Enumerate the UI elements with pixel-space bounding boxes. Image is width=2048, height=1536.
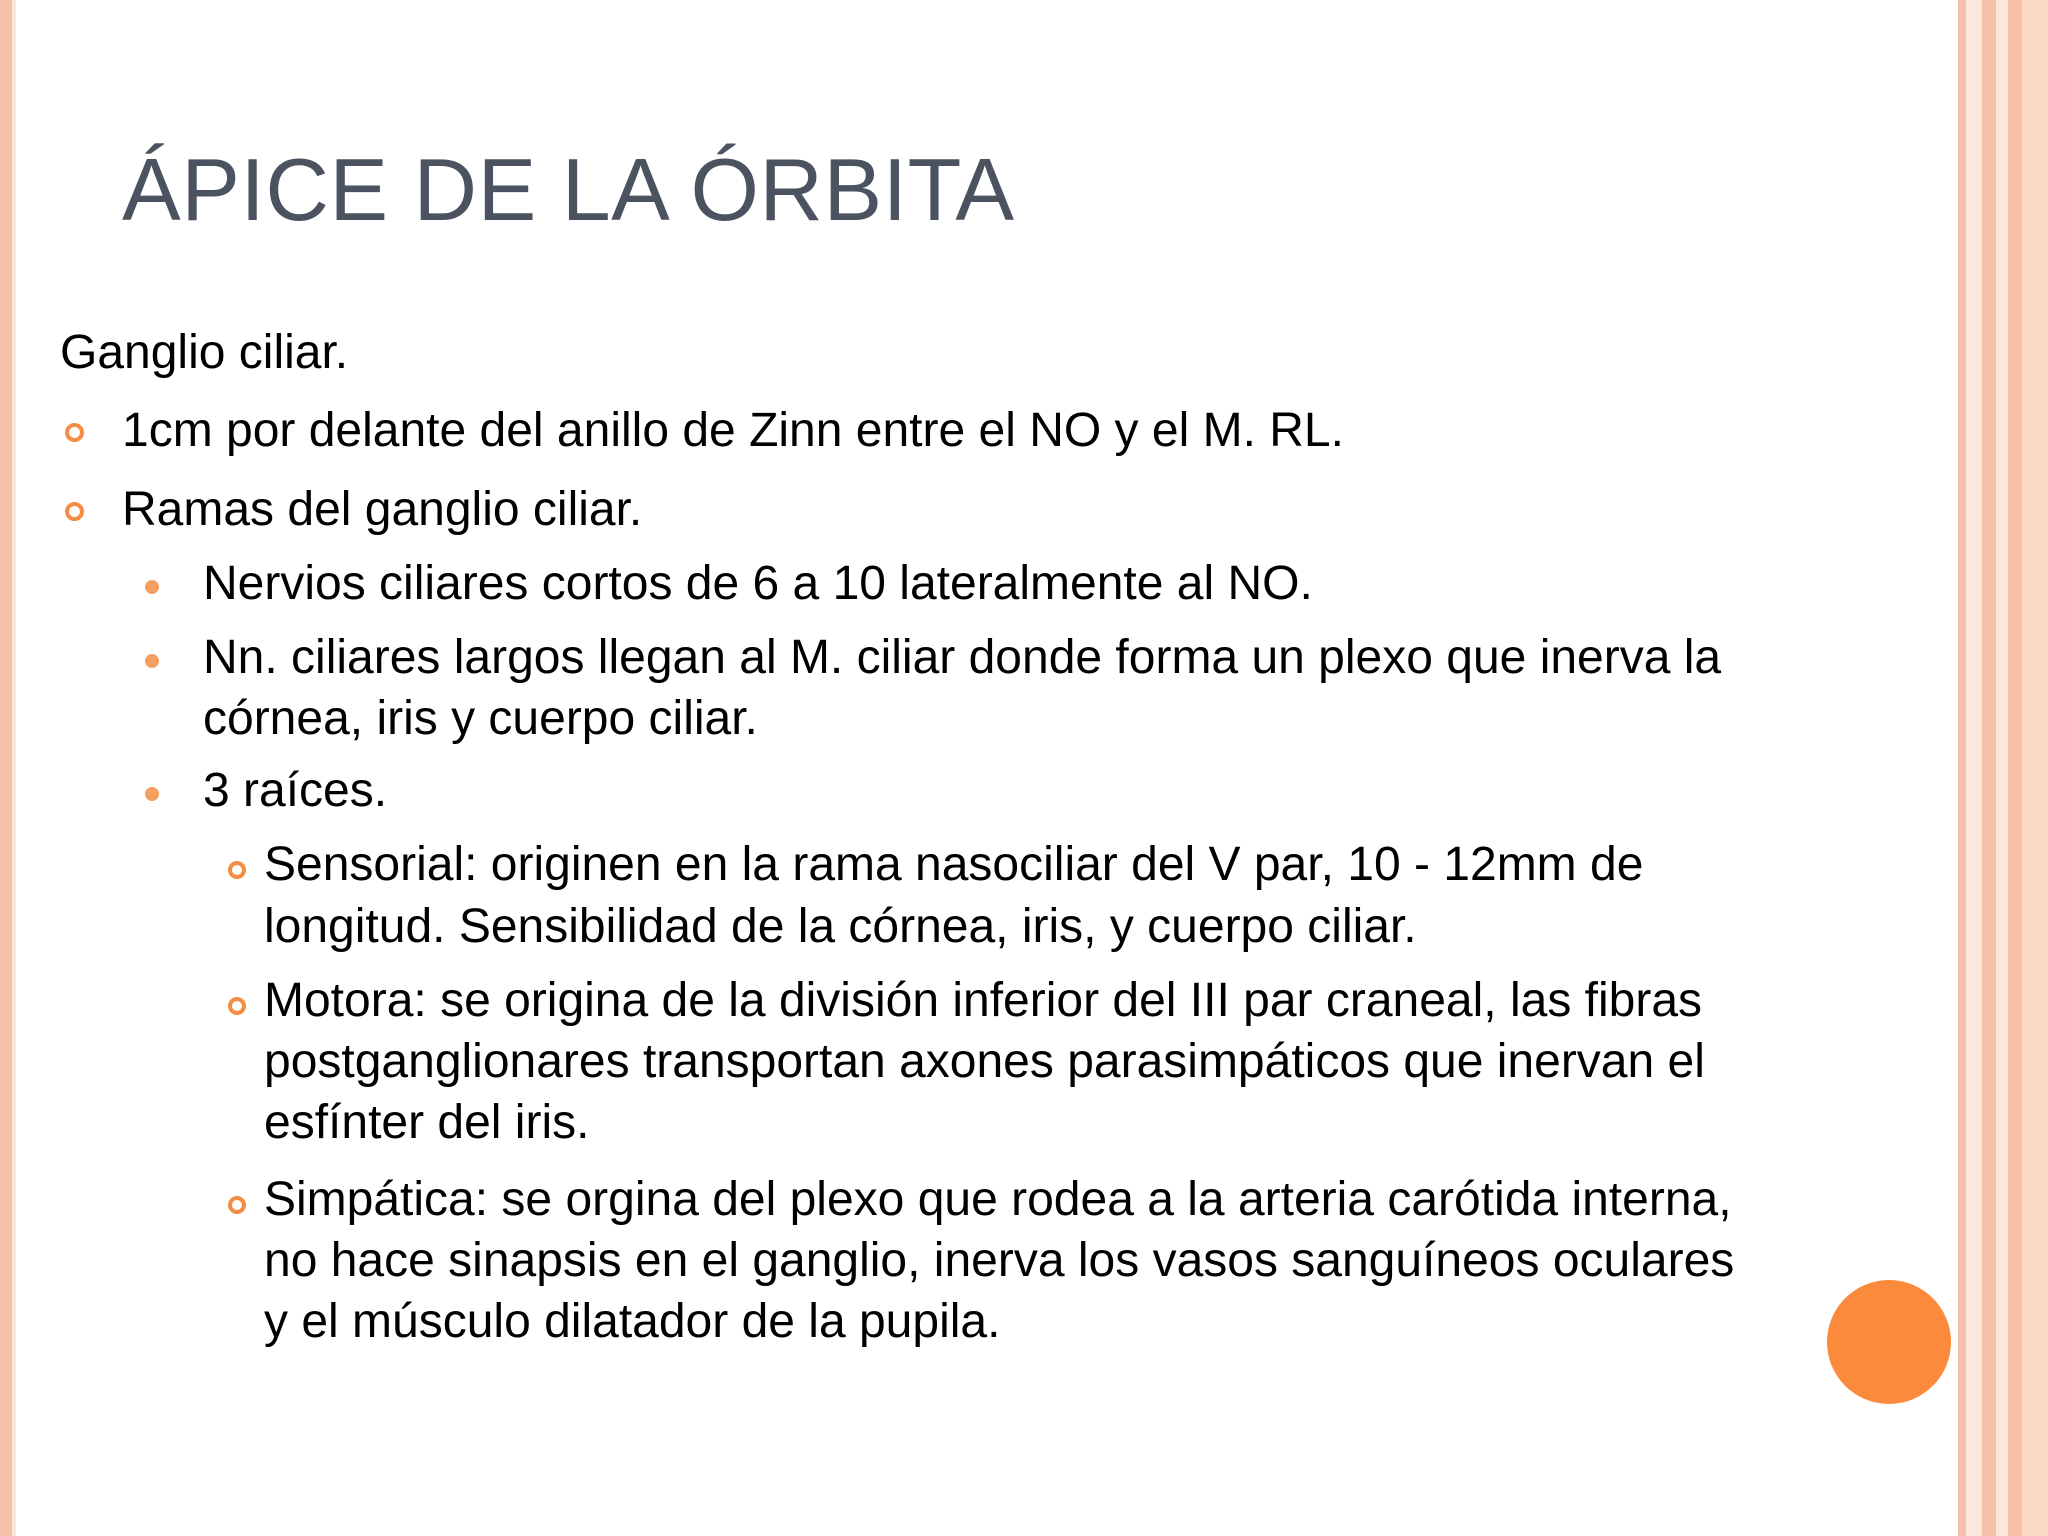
intro-text: Ganglio ciliar. bbox=[60, 326, 349, 379]
dot-bullet-icon bbox=[145, 580, 159, 594]
dot-bullet-icon bbox=[145, 654, 159, 668]
right-border-bar-4 bbox=[1996, 0, 2008, 1536]
level2-item: 3 raíces. bbox=[203, 764, 388, 817]
right-border-bar-1 bbox=[1958, 0, 1966, 1536]
level3-item-continuation: y el músculo dilatador de la pupila. bbox=[264, 1295, 1001, 1348]
level2-item: Nn. ciliares largos llegan al M. ciliar donde forma un plexo que inerva la bbox=[203, 631, 1722, 684]
level3-item: Sensorial: originen en la rama nasociliar del V par, 10 - 12mm de bbox=[264, 838, 1644, 891]
level3-item-continuation: postganglionares transportan axones parasimpáticos que inervan el bbox=[264, 1035, 1705, 1088]
right-border-bar-3 bbox=[1982, 0, 1996, 1536]
decorative-orange-circle bbox=[1827, 1280, 1951, 1404]
slide-title: ÁPICE DE LA ÓRBITA bbox=[122, 140, 1015, 239]
ring-bullet-icon bbox=[65, 502, 84, 521]
left-border-inner-bar bbox=[12, 0, 16, 1536]
level3-item-continuation: esfínter del iris. bbox=[264, 1096, 590, 1149]
level3-item: Motora: se origina de la división inferior del III par craneal, las fibras bbox=[264, 974, 1703, 1027]
level2-item: Nervios ciliares cortos de 6 a 10 lateralmente al NO. bbox=[203, 557, 1313, 610]
right-border-bar-6 bbox=[2022, 0, 2048, 1536]
level2-item-continuation: córnea, iris y cuerpo ciliar. bbox=[203, 692, 758, 745]
right-border-bar-2 bbox=[1966, 0, 1982, 1536]
level3-item-continuation: no hace sinapsis en el ganglio, inerva los vasos sanguíneos oculares bbox=[264, 1234, 1735, 1287]
ring-bullet-icon bbox=[228, 861, 246, 879]
left-border-bar bbox=[0, 0, 12, 1536]
ring-bullet-icon bbox=[65, 423, 84, 442]
level1-item: 1cm por delante del anillo de Zinn entre el NO y el M. RL. bbox=[122, 404, 1344, 457]
level1-item: Ramas del ganglio ciliar. bbox=[122, 483, 643, 536]
right-border-bar-5 bbox=[2008, 0, 2022, 1536]
level3-item-continuation: longitud. Sensibilidad de la córnea, iris, y cuerpo ciliar. bbox=[264, 900, 1417, 953]
ring-bullet-icon bbox=[228, 997, 246, 1015]
ring-bullet-icon bbox=[228, 1196, 246, 1214]
dot-bullet-icon bbox=[145, 787, 159, 801]
level3-item: Simpática: se orgina del plexo que rodea a la arteria carótida interna, bbox=[264, 1173, 1732, 1226]
